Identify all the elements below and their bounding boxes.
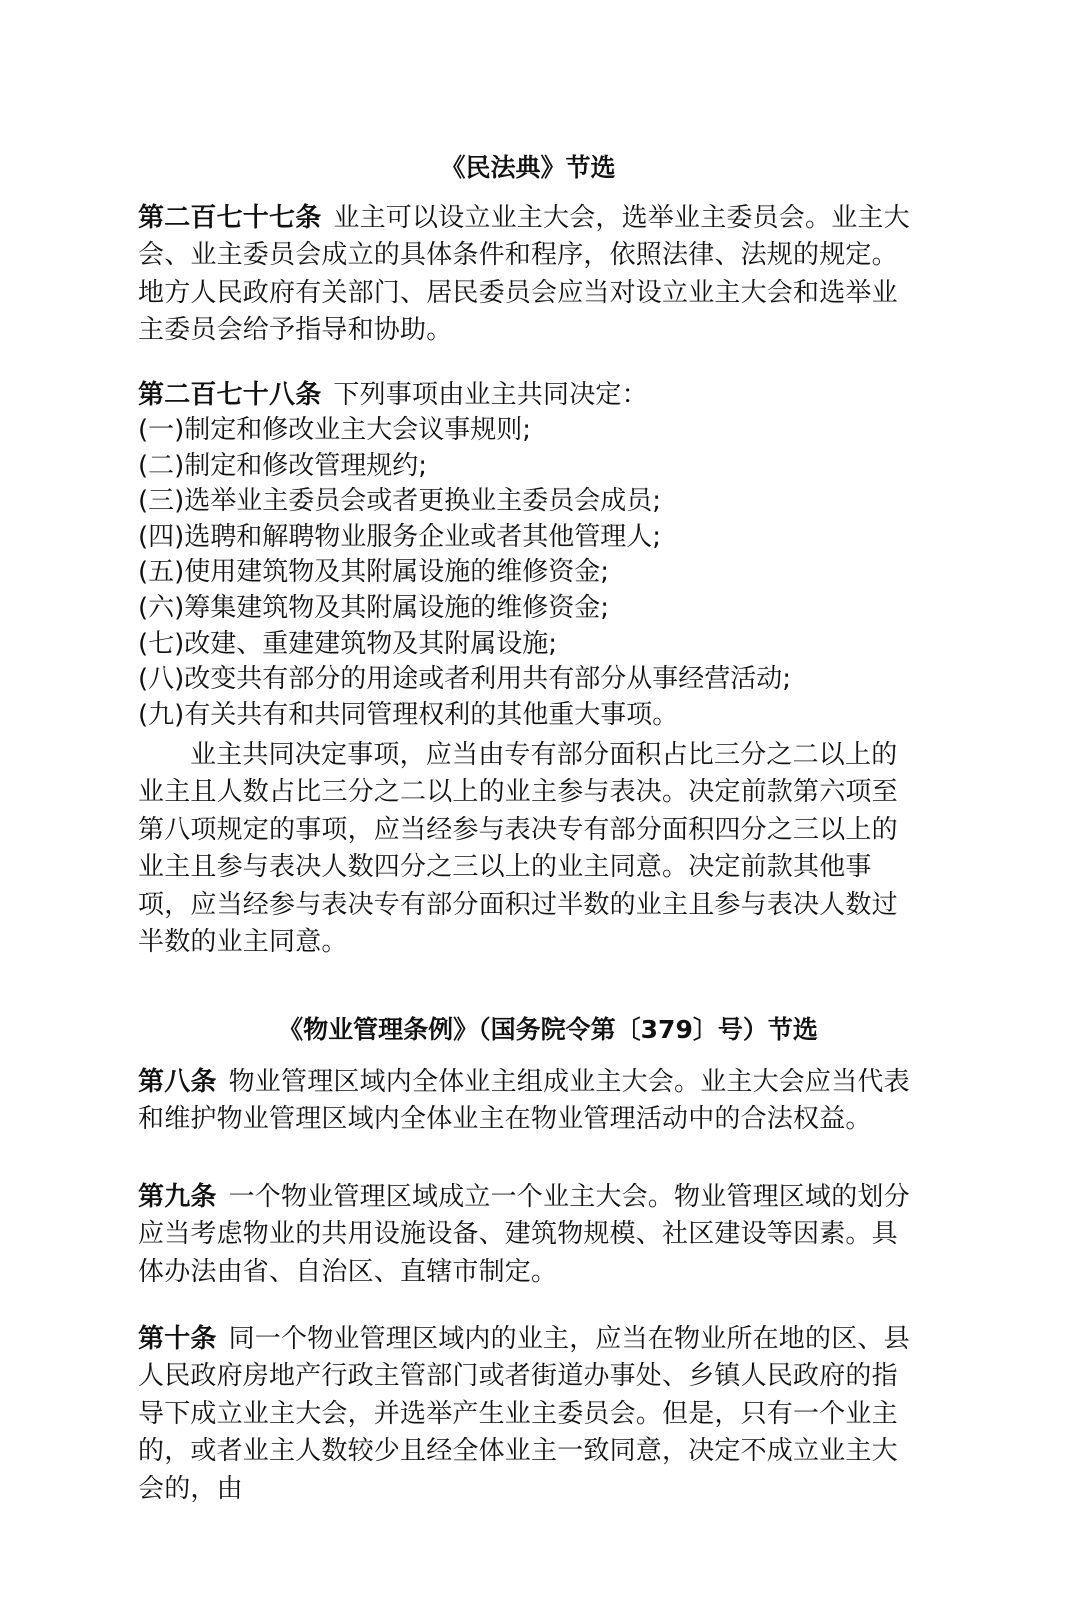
section-title-civil-code: 《民法典》节选 <box>440 153 616 182</box>
decision-items-list <box>138 413 918 733</box>
list-item: (五)使用建筑物及其附属设施的维修资金; <box>138 557 610 588</box>
article-277 <box>138 200 918 350</box>
list-item: (七)改建、重建建筑物及其附属设施; <box>138 628 558 659</box>
list-item: (一)制定和修改业主大会议事规则; <box>138 415 532 445</box>
list-item: (二)制定和修改管理规约; <box>138 450 428 481</box>
article-body: 一个物业管理区域成立一个业主大会。物业管理区域的划分应当考虑物业的共用设施设备、建筑物规模、社区建设等因素。具体办法由省、自治区、直辖市制定。 <box>138 1182 910 1287</box>
list-item: (八)改变共有部分的用途或者利用共有部分从事经营活动; <box>138 664 792 695</box>
section-title-property-regulation: 《物业管理条例》（国务院令第〔379〕号）节选 <box>278 1015 818 1044</box>
article-8 <box>138 1064 918 1139</box>
article-heading: 第十条 <box>138 1324 217 1354</box>
article-body: 业主可以设立业主大会，选举业主委员会。业主大会、业主委员会成立的具体条件和程序，依照法律、法规的规定。地方人民政府有关部门、居民委员会应当对设立业主大会和选举业主委员会给予指导和协助。 <box>138 203 910 346</box>
article-10 <box>138 1321 918 1508</box>
article-9 <box>138 1179 918 1291</box>
list-item: (九)有关共有和共同管理权利的其他重大事项。 <box>138 699 679 730</box>
article-heading: 第二百七十八条 <box>138 380 322 410</box>
article-body: 同一个物业管理区域内的业主，应当在物业所在地的区、县人民政府房地产行政主管部门或者街道办事处、乡镇人民政府的指导下成立业主大会，并选举产生业主委员会。但是，只有一个业主的，或者业主人数较少且经全体业主一致同意，决定不成立业主大会的，由 <box>138 1324 910 1504</box>
list-item: (六)筹集建筑物及其附属设施的维修资金; <box>138 592 610 623</box>
list-item: (四)选聘和解聘物业服务企业或者其他管理人; <box>138 521 662 552</box>
document-page <box>138 0 918 1611</box>
article-heading: 第九条 <box>138 1182 217 1212</box>
article-278-paragraph-2: 业主共同决定事项，应当由专有部分面积占比三分之二以上的业主且人数占比三分之二以上的业主参与表决。决定前款第六项至第八项规定的事项，应当经参与表决专有部分面积四分之三以上的业主且参与表决人数四分之三以上的业主同意。决定前款其他事项，应当经参与表决专有部分面积过半数的业主且参与表决人数过半数的业主同意。 <box>138 740 898 958</box>
list-item: (三)选举业主委员会或者更换业主委员会成员; <box>138 486 662 517</box>
article-278 <box>138 377 918 414</box>
article-heading: 第二百七十七条 <box>138 203 322 233</box>
article-body: 物业管理区域内全体业主组成业主大会。业主大会应当代表和维护物业管理区域内全体业主在物业管理活动中的合法权益。 <box>138 1067 910 1135</box>
article-intro: 下列事项由业主共同决定： <box>333 380 648 410</box>
article-heading: 第八条 <box>138 1067 217 1097</box>
